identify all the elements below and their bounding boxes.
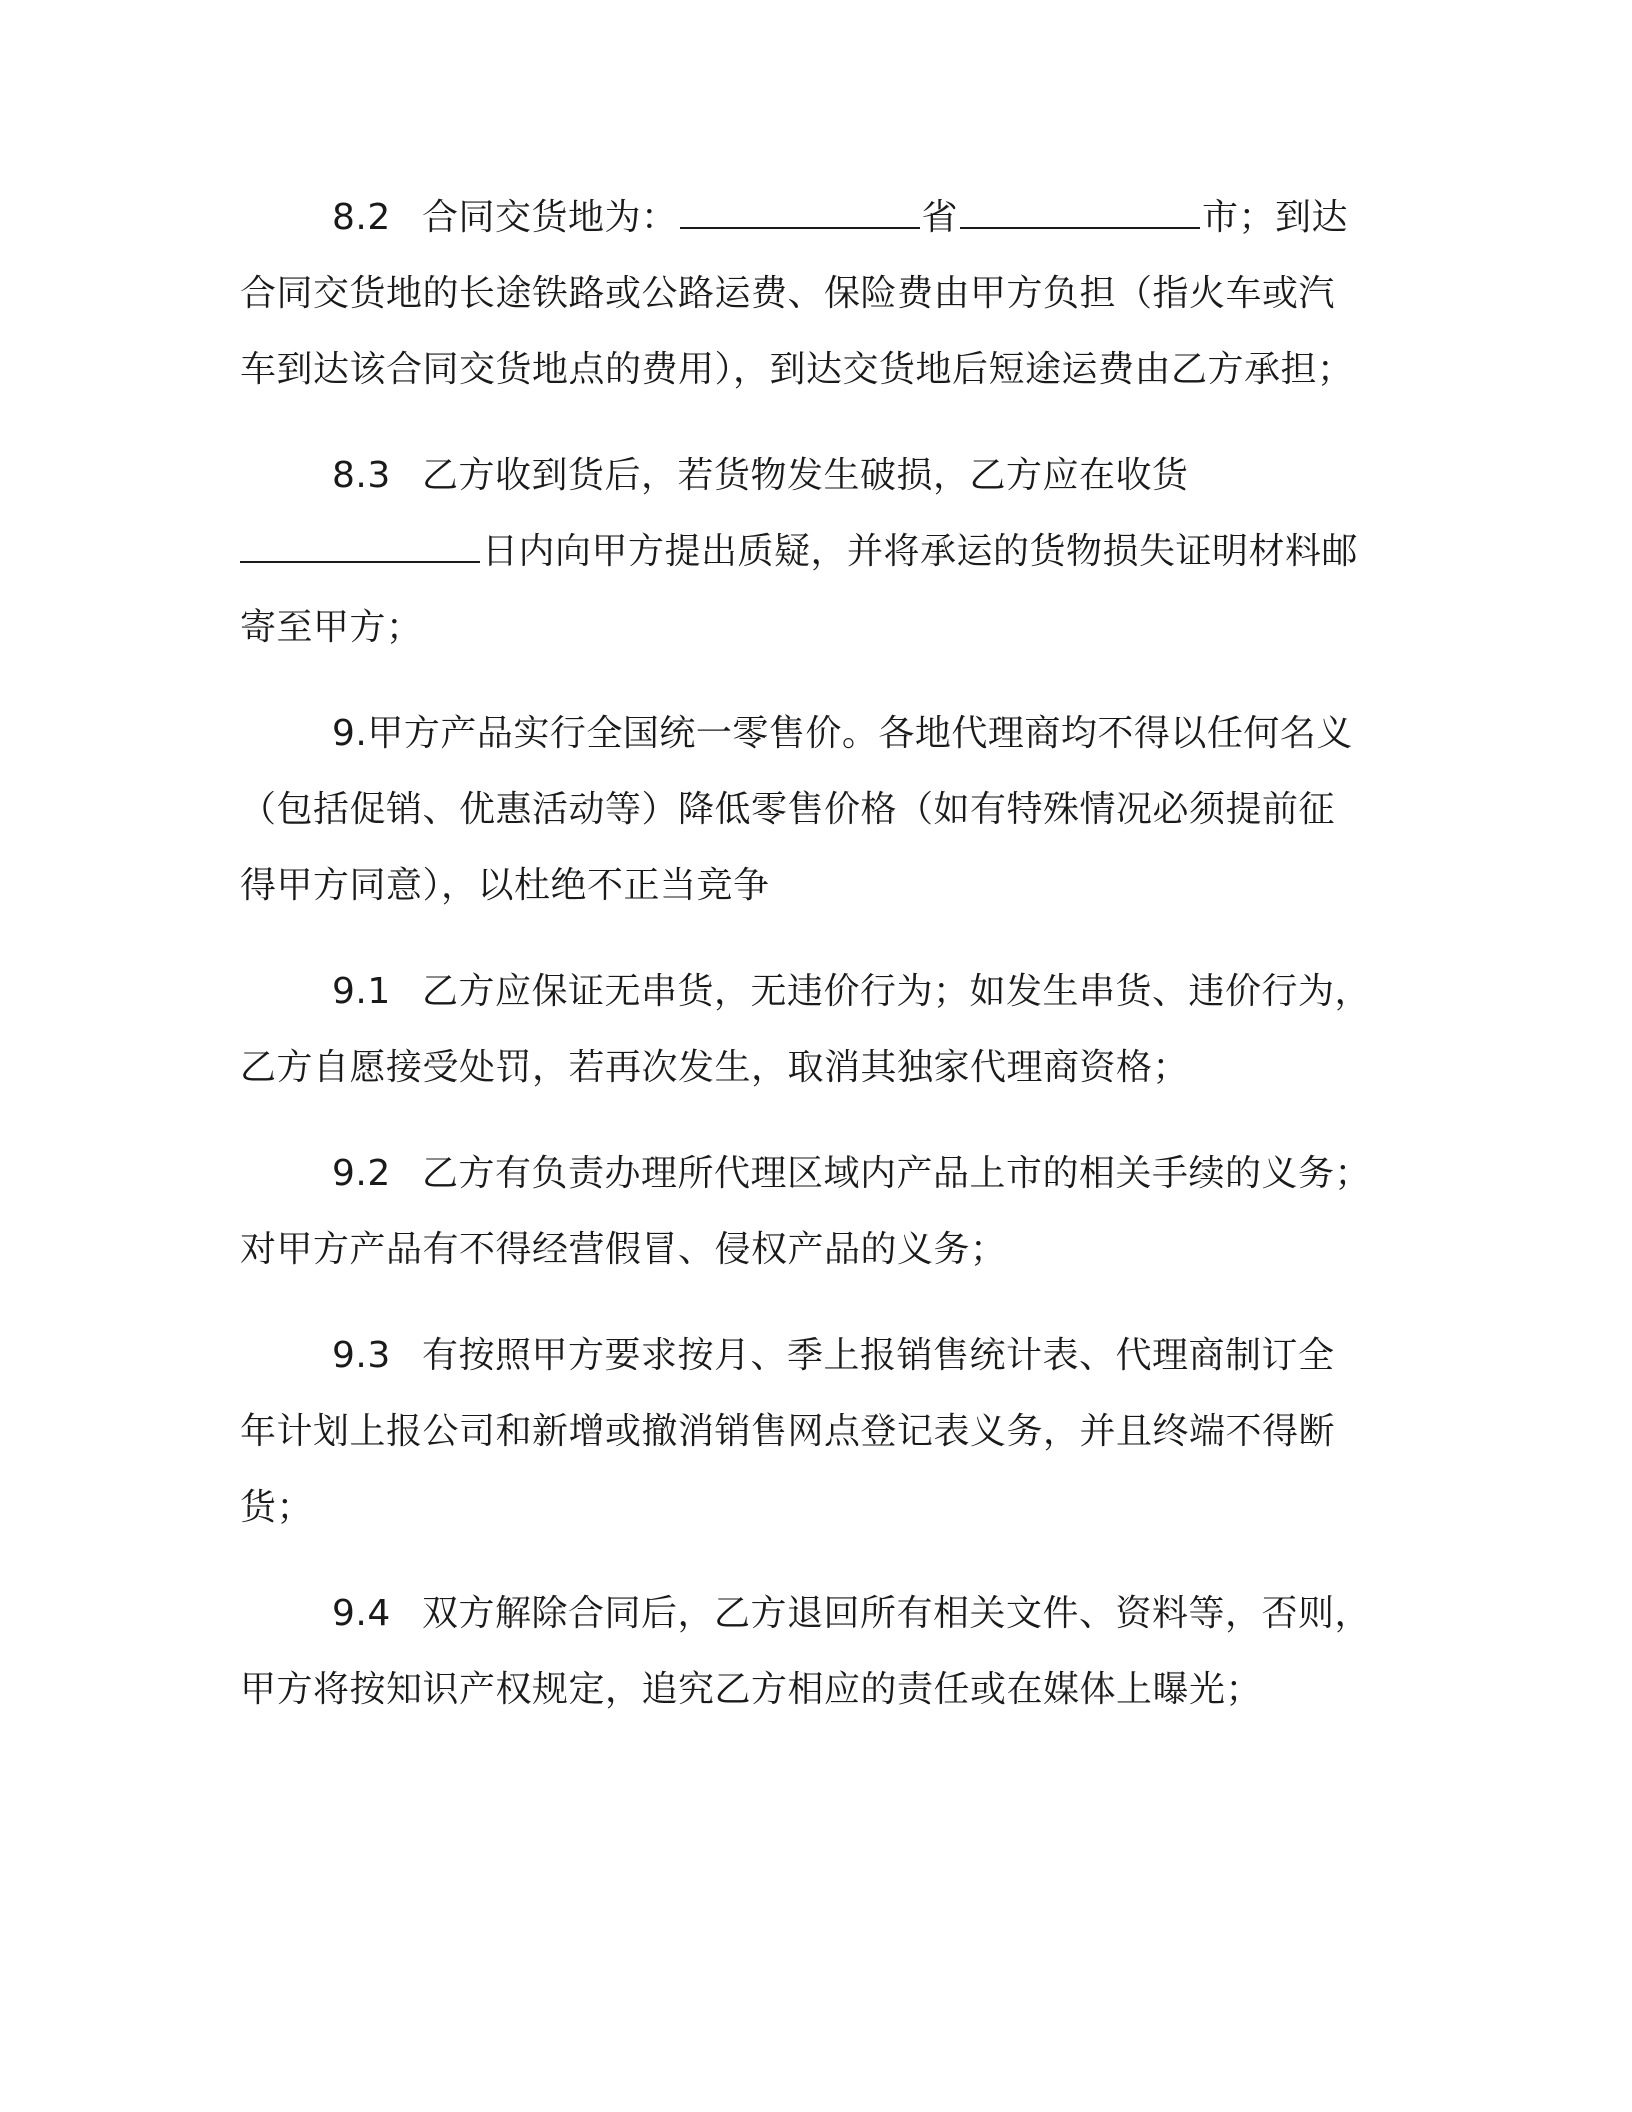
clause-number: 9.3 [332,1335,391,1376]
clause-9-2-line-1 [332,1146,1371,1202]
clause-text: 乙方应保证无串货，无违价行为；如发生串货、违价行为， [422,971,1372,1012]
clause-number: 9.1 [332,971,391,1012]
clause-8-3-line-2 [240,524,1358,580]
clause-8-3-line-3: 寄至甲方； [240,607,423,648]
days-blank-field[interactable] [240,529,480,563]
province-blank-field[interactable] [680,195,920,229]
clause-8-2-line-1 [332,190,1348,246]
clause-9-line-2: （包括促销、优惠活动等）降低零售价格（如有特殊情况必须提前征 [240,789,1336,830]
clause-text: 合同交货地为： [422,197,678,238]
clause-8-3-line-1 [332,448,1189,504]
clause-text: 双方解除合同后，乙方退回所有相关文件、资料等，否则， [422,1593,1372,1634]
clause-9-1-line-1 [332,964,1371,1020]
city-blank-field[interactable] [960,195,1200,229]
clause-number: 8.3 [332,455,391,496]
clause-text: 有按照甲方要求按月、季上报销售统计表、代理商制订全 [422,1335,1335,1376]
province-label: 省 [921,197,959,238]
clause-9-line-3: 得甲方同意），以杜绝不正当竞争 [240,865,770,906]
clause-9-4-line-1 [332,1586,1371,1642]
clause-number: 9.2 [332,1153,391,1194]
clause-9-2-line-2: 对甲方产品有不得经营假冒、侵权产品的义务； [240,1229,1007,1270]
clause-text: 市；到达 [1202,197,1349,238]
clause-9-4-line-2: 甲方将按知识产权规定，追究乙方相应的责任或在媒体上曝光； [240,1669,1263,1710]
clause-number: 9.4 [332,1593,391,1634]
clause-text: 乙方收到货后，若货物发生破损，乙方应在收货 [422,455,1189,496]
clause-9-line-1: 9.甲方产品实行全国统一零售价。各地代理商均不得以任何名义 [332,713,1353,754]
clause-9-3-line-2: 年计划上报公司和新增或撤消销售网点登记表义务，并且终端不得断 [240,1411,1336,1452]
clause-9-3-line-3: 货； [240,1487,314,1528]
clause-9-3-line-1 [332,1328,1335,1384]
clause-text: 乙方有负责办理所代理区域内产品上市的相关手续的义务； [422,1153,1372,1194]
clause-8-2-line-2: 合同交货地的长途铁路或公路运费、保险费由甲方负担（指火车或汽 [240,273,1336,314]
clause-9-1-line-2: 乙方自愿接受处罚，若再次发生，取消其独家代理商资格； [240,1047,1190,1088]
clause-number: 8.2 [332,197,391,238]
clause-8-2-line-3: 车到达该合同交货地点的费用），到达交货地后短途运费由乙方承担； [240,349,1354,390]
clause-text: 日内向甲方提出质疑，并将承运的货物损失证明材料邮 [482,531,1359,572]
